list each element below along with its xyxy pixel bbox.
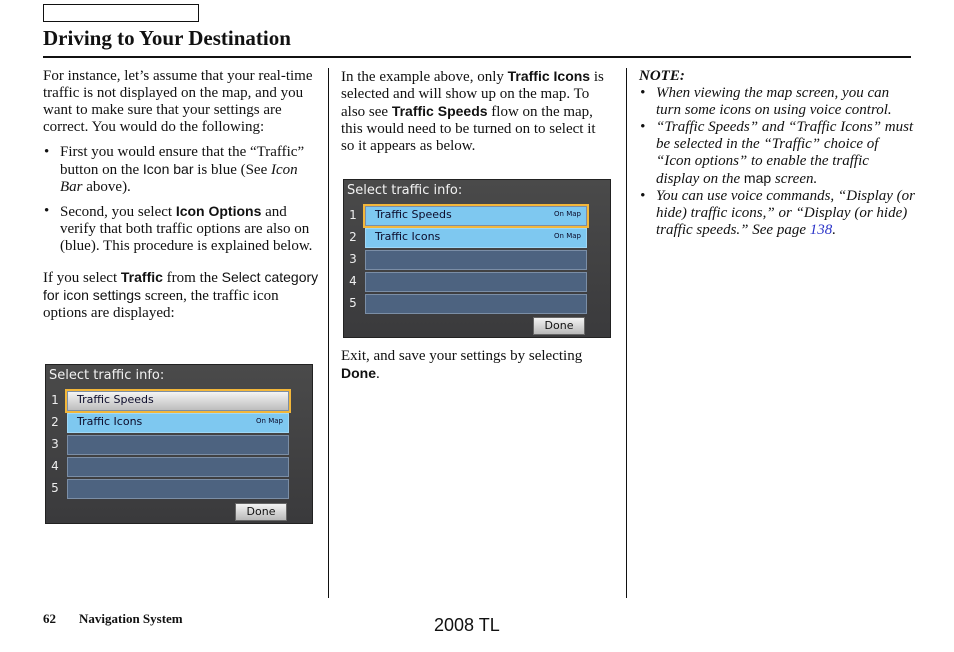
screen-heading: Select traffic info: [347, 183, 463, 198]
done-button[interactable]: Done [533, 317, 585, 335]
column-2 [341, 68, 611, 155]
row-number: 5 [51, 481, 59, 495]
note-3-text-b: . [832, 222, 836, 238]
row-tag: On Map [256, 417, 283, 425]
sel-term: Traffic [120, 269, 163, 285]
sel-text-a: If you select [43, 270, 121, 286]
traffic-info-screen-1 [45, 364, 313, 524]
sel-text-c: screen, the traffic icon options are displayed: [43, 288, 279, 321]
step-2 [43, 203, 319, 255]
title-rule [43, 56, 911, 58]
sel-term-2: Select category for icon settings [43, 269, 319, 303]
row-number: 5 [349, 296, 357, 310]
exit-term: Done [341, 365, 376, 381]
row-label: Traffic Icons [77, 415, 143, 428]
ex-text-a: In the example above, only [341, 69, 508, 85]
screen1-row-2[interactable] [51, 413, 289, 433]
page-link[interactable]: 138 [809, 222, 833, 238]
step-1-text-a: First you would ensure that the “Traffic” button on the [60, 144, 305, 178]
sel-text-b: from the [162, 270, 222, 286]
step-1-text-b: is blue (See [193, 162, 271, 178]
column-3 [639, 68, 915, 239]
row-number: 3 [51, 437, 59, 451]
step-1-text-c: above). [82, 179, 131, 195]
exit-text-a: Exit, and save your settings by selecting [341, 348, 583, 364]
step-1-ref: Icon Bar [60, 162, 298, 195]
ex-text-b: is selected and will show up on the map. To also see [341, 69, 604, 120]
traffic-info-screen-2 [343, 179, 611, 338]
column-divider-1 [328, 68, 329, 598]
step-1-term: Icon bar [142, 161, 194, 177]
done-button[interactable]: Done [235, 503, 287, 521]
note-3 [639, 188, 915, 239]
screen1-row-5[interactable] [51, 479, 289, 499]
row-number: 3 [349, 252, 357, 266]
note-2 [639, 119, 915, 188]
note-1: • When viewing the map screen, you can turn some icons on using voice control. [639, 85, 915, 119]
column-1 [43, 68, 319, 322]
row-tag: On Map [554, 210, 581, 218]
note-2-text-b: screen. [771, 171, 818, 187]
section-name: Navigation System [79, 611, 183, 626]
ex-term: Traffic Icons [507, 68, 591, 84]
screen1-row-1[interactable] [51, 391, 289, 411]
page-number: 62 [43, 611, 56, 626]
selection-paragraph [43, 269, 319, 322]
row-number: 4 [51, 459, 59, 473]
notes-list [639, 85, 915, 239]
row-number: 2 [51, 415, 59, 429]
step-2-text-b: and verify that both traffic options are also on (blue). This procedure is explained below. [60, 204, 313, 254]
note-2-term: map [743, 170, 772, 186]
column-2-bottom [341, 348, 611, 383]
note-3-text-a: You can use voice commands, “Display (or hide) traffic icons,” or “Display (or hide) traffic speeds.” See page [656, 188, 916, 238]
screen2-row-3[interactable] [349, 250, 587, 270]
screen2-row-2[interactable] [349, 228, 587, 248]
ex-term-2: Traffic Speeds [391, 103, 488, 119]
row-label: Traffic Icons [375, 230, 441, 243]
column-divider-2 [626, 68, 627, 598]
row-label: Traffic Speeds [77, 393, 154, 406]
row-number: 1 [349, 208, 357, 222]
header-tab-box [43, 4, 199, 22]
exit-text-b: . [376, 366, 380, 382]
row-number: 4 [349, 274, 357, 288]
screen-heading: Select traffic info: [49, 368, 165, 383]
row-number: 2 [349, 230, 357, 244]
screen2-row-5[interactable] [349, 294, 587, 314]
step-1 [43, 144, 319, 196]
example-paragraph [341, 68, 611, 155]
row-label: Traffic Speeds [375, 208, 452, 221]
exit-paragraph [341, 348, 611, 383]
page-title: Driving to Your Destination [43, 26, 291, 50]
screen2-row-4[interactable] [349, 272, 587, 292]
step-2-term: Icon Options [175, 203, 262, 219]
step-2-text-a: Second, you select [60, 204, 176, 220]
model-name: 2008 TL [434, 615, 500, 635]
row-tag: On Map [554, 232, 581, 240]
steps-list [43, 144, 319, 255]
row-number: 1 [51, 393, 59, 407]
screen2-row-1[interactable] [349, 206, 587, 226]
ex-text-c: flow on the map, this would need to be turned on to select it so it appears as below. [341, 104, 596, 154]
note-label: NOTE: [639, 68, 685, 84]
screen1-row-4[interactable] [51, 457, 289, 477]
screen1-row-3[interactable] [51, 435, 289, 455]
note-2-text-a: “Traffic Speeds” and “Traffic Icons” must be selected in the “Traffic” choice of “Icon options” to enable the traffic display on the [656, 119, 914, 187]
intro-paragraph: For instance, let’s assume that your real-time traffic is not displayed on the map, and you want to make sure that your settings are correct. You would do the following: [43, 68, 313, 135]
